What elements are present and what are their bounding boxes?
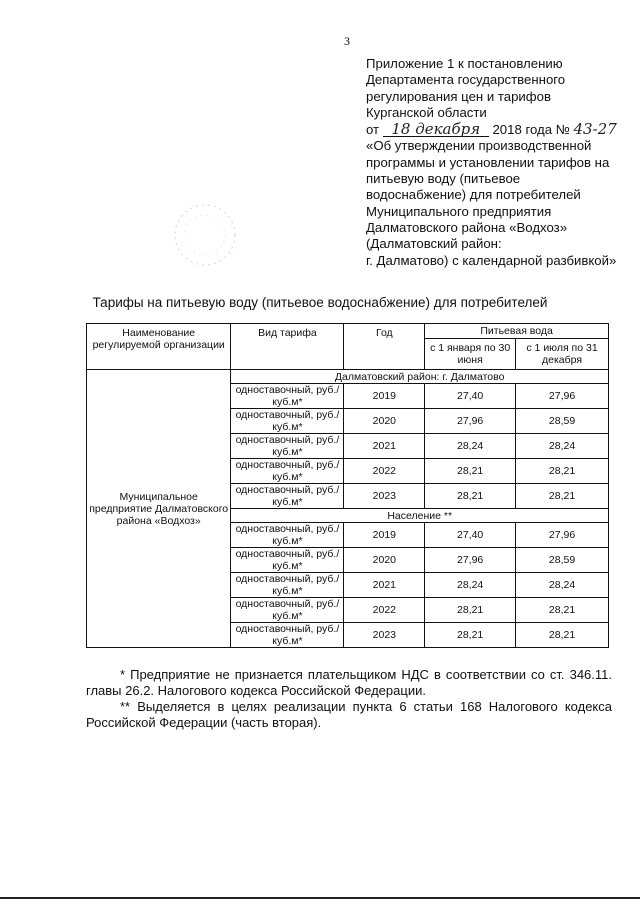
tariff-type-cell: одноставочный, руб./куб.м*: [231, 598, 344, 623]
appendix-subject-line: программы и установлении тарифов на: [366, 154, 610, 170]
header-year: Год: [344, 324, 425, 370]
year-cell: 2021: [344, 434, 425, 459]
appendix-subject-line: г. Далматово) с календарной разбивкой»: [366, 252, 617, 268]
year-cell: 2022: [344, 598, 425, 623]
tariff-type-cell: одноставочный, руб./куб.м*: [231, 384, 344, 409]
tariff-type-cell: одноставочный, руб./куб.м*: [231, 484, 344, 509]
appendix-subject-line: питьевую воду (питьевое: [366, 171, 521, 187]
h1-value-cell: 27,40: [425, 384, 516, 409]
appendix-subject-line: Муниципального предприятия: [366, 203, 552, 219]
h2-value-cell: 28,59: [516, 548, 609, 573]
page-number: 3: [344, 34, 350, 48]
year-cell: 2019: [344, 523, 425, 548]
appendix-subject-line: (Далматовский район:: [366, 236, 502, 252]
appendix-line: Приложение 1 к постановлению: [366, 56, 563, 71]
tariff-type-cell: одноставочный, руб./куб.м*: [231, 548, 344, 573]
appendix-subject-line: Далматовского района «Водхоз»: [366, 219, 568, 235]
table-title: Тарифы на питьевую воду (питьевое водоснабжение) для потребителей: [92, 295, 548, 310]
h1-value-cell: 28,24: [425, 573, 516, 598]
page-bottom-edge: [0, 897, 640, 899]
header-period-2: с 1 июля по 31 декабря: [516, 339, 609, 370]
handwritten-date: 18 декабря: [383, 122, 489, 137]
faded-stamp-mark: [160, 200, 270, 270]
h1-value-cell: 28,21: [425, 484, 516, 509]
handwritten-number: 43-27: [573, 120, 617, 139]
footnotes: [86, 667, 612, 731]
footnote-vat: * Предприятие не признается плательщиком НДС в соответствии со ст. 346.11. главы 26.2. Налогового кодекса Российской Федерации.: [86, 667, 612, 698]
h2-value-cell: 28,21: [516, 484, 609, 509]
h2-value-cell: 28,21: [516, 459, 609, 484]
year-cell: 2019: [344, 384, 425, 409]
organization-name: Муниципальное предприятие Далматовского района «Водхоз»: [87, 370, 231, 648]
h2-value-cell: 28,21: [516, 623, 609, 648]
appendix-line: Курганской области: [366, 104, 487, 120]
h1-value-cell: 28,21: [425, 459, 516, 484]
tariff-table: [86, 323, 609, 648]
header-tariff-type: Вид тарифа: [231, 324, 344, 370]
appendix-subject-line: «Об утверждении производственной: [366, 138, 592, 154]
h1-value-cell: 27,40: [425, 523, 516, 548]
year-cell: 2023: [344, 484, 425, 509]
appendix-date-line: [366, 121, 628, 138]
h2-value-cell: 28,24: [516, 573, 609, 598]
date-year: 2018 года №: [492, 122, 570, 138]
h2-value-cell: 28,24: [516, 434, 609, 459]
h2-value-cell: 28,59: [516, 409, 609, 434]
tariff-type-cell: одноставочный, руб./куб.м*: [231, 459, 344, 484]
year-cell: 2021: [344, 573, 425, 598]
date-prefix: от: [366, 122, 380, 138]
h2-value-cell: 27,96: [516, 523, 609, 548]
appendix-subject-line: водоснабжение) для потребителей: [366, 187, 581, 203]
h2-value-cell: 28,21: [516, 598, 609, 623]
appendix-header: [366, 56, 628, 269]
header-org: Наименование регулируемой организации: [87, 324, 231, 370]
header-water: Питьевая вода: [425, 324, 609, 339]
year-cell: 2020: [344, 409, 425, 434]
appendix-line: Департамента государственного: [366, 72, 566, 88]
appendix-line: регулирования цен и тарифов: [366, 88, 551, 104]
h1-value-cell: 28,24: [425, 434, 516, 459]
tariff-type-cell: одноставочный, руб./куб.м*: [231, 409, 344, 434]
population-label: Население **: [231, 509, 609, 523]
year-cell: 2023: [344, 623, 425, 648]
h1-value-cell: 28,21: [425, 623, 516, 648]
tariff-type-cell: одноставочный, руб./куб.м*: [231, 434, 344, 459]
year-cell: 2020: [344, 548, 425, 573]
year-cell: 2022: [344, 459, 425, 484]
tariff-type-cell: одноставочный, руб./куб.м*: [231, 623, 344, 648]
zone-label: Далматовский район: г. Далматово: [231, 370, 609, 384]
h2-value-cell: 27,96: [516, 384, 609, 409]
tariff-type-cell: одноставочный, руб./куб.м*: [231, 573, 344, 598]
header-period-1: с 1 января по 30 июня: [425, 339, 516, 370]
h1-value-cell: 28,21: [425, 598, 516, 623]
tariff-type-cell: одноставочный, руб./куб.м*: [231, 523, 344, 548]
footnote-population: ** Выделяется в целях реализации пункта 6 статьи 168 Налогового кодекса Российской Федерации (часть вторая).: [86, 699, 612, 730]
h1-value-cell: 27,96: [425, 548, 516, 573]
h1-value-cell: 27,96: [425, 409, 516, 434]
